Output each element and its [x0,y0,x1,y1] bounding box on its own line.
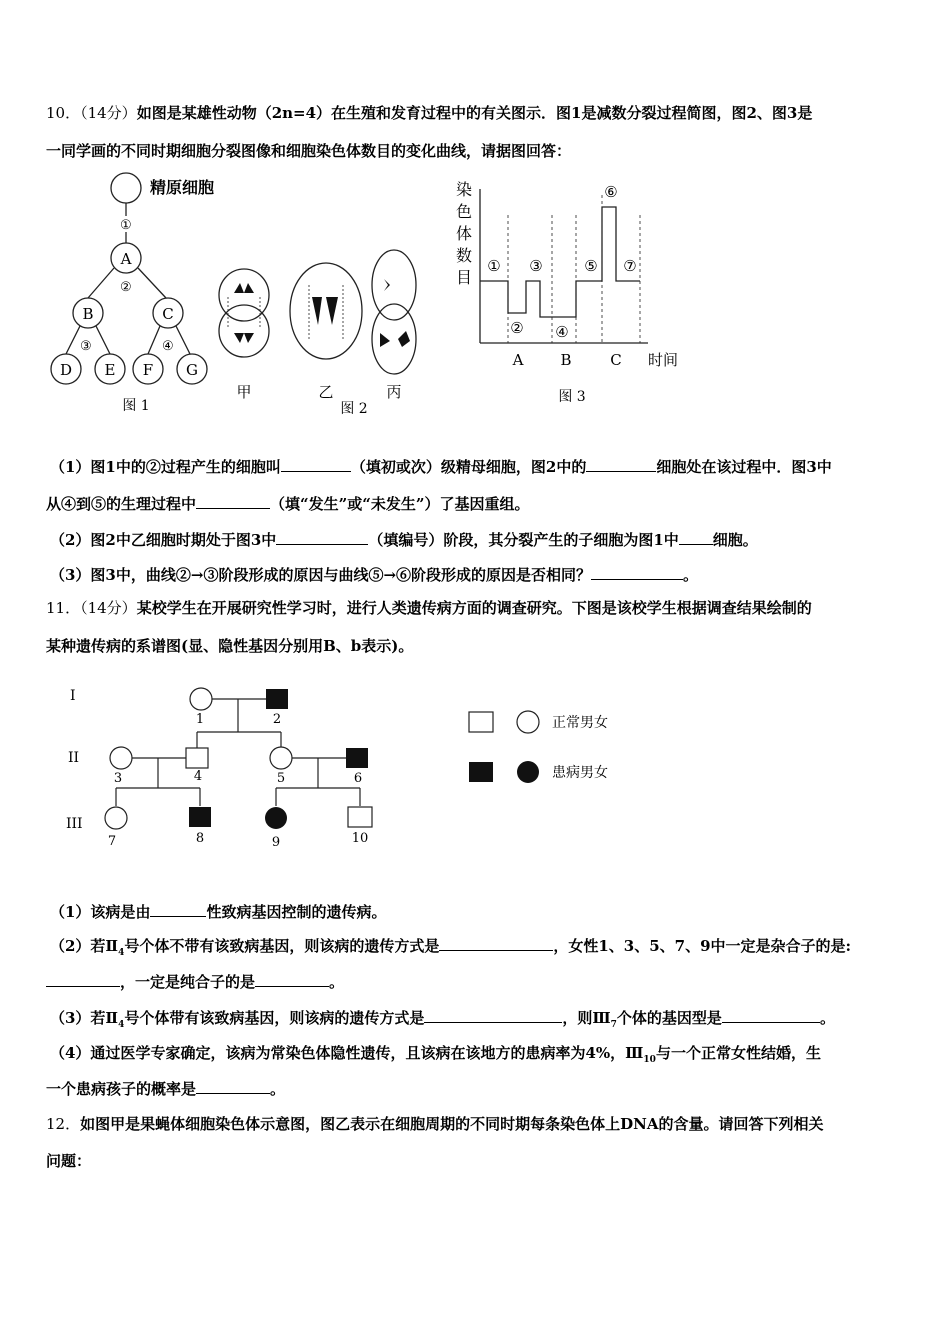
fig1-node-b: B [82,305,94,323]
legend-affected-label: 患病男女 [552,765,608,781]
q12-intro-line1: 12．如图甲是果蝇体细胞染色体示意图，图乙表示在细胞周期的不同时期每条染色体上DNA的含量。请回答下列相关 [46,1115,824,1133]
q11-sub2-line2: ，一定是纯合子的是 。 [46,971,344,992]
q10-sub3: （3）图3中，曲线②→③阶段形成的原因与曲线⑤→⑥阶段形成的原因是否相同？ 。 [50,566,699,584]
fig1-node-d: D [59,361,73,379]
q11-sub3: （3）若$Ⅱ_4$号个体带有该致病基因，则该病的遗传方式是 ，则$Ⅲ_7$个体的基因型是 。 [50,1009,835,1030]
q11-sub1: （1）该病是由 性致病基因控制的遗传病。 [50,903,387,921]
individual-6-affected-male [346,748,368,768]
figure-1-meiosis-tree [44,170,224,420]
individual-5-normal-female [270,747,292,769]
spermatogonium-cell [111,173,141,203]
fig1-node-a: A [120,250,132,268]
individual-4-normal-male [186,748,208,768]
fig3-stage-2: ② [510,319,524,337]
q11-intro-line2: 某种遗传病的系谱图(显、隐性基因分别用B、b表示)。 [46,637,414,655]
q11-sub4-line1: （4）通过医学专家确定，该病为常染色体隐性遗传，且该病在该地方的患病率为4%，$Ⅲ_{10}$与一个正常女性结婚，生 [50,1044,821,1065]
id-6: 6 [353,771,363,786]
legend-normal-female [517,711,539,733]
q10-intro-line1: 10．（14分）如图是某雄性动物（2n=4）在生殖和发育过程中的有关图示．图1是减数分裂过程简图，图2、图3是 [46,104,813,122]
answer-blank[interactable] [281,457,351,472]
fig3-xtick-b: B [560,351,572,369]
generation-iii: III [66,816,83,832]
answer-blank[interactable] [722,1008,820,1023]
answer-blank[interactable] [196,1079,270,1094]
fig2-caption: 图 2 [340,401,368,417]
individual-1-normal-female [190,688,212,710]
fig3-ylabel: 染色体数目 [456,180,473,287]
individual-9-affected-female [265,807,287,829]
q10-intro-line2: 一同学画的不同时期细胞分裂图像和细胞染色体数目的变化曲线，请据图回答： [46,142,572,160]
individual-3-normal-female [110,747,132,769]
fig2-cell-bing: 丙 [386,383,402,401]
fig2-cell-yi: 乙 [318,383,334,401]
answer-blank[interactable] [255,972,329,987]
fig3-stage-3: ③ [529,257,543,275]
legend-normal-male [469,712,493,732]
id-3: 3 [113,771,123,786]
answer-blank[interactable] [424,1008,562,1023]
answer-blank[interactable] [439,936,553,951]
fig3-stage-1: ① [487,257,501,275]
fig1-node-g: G [186,361,198,379]
fig3-stage-6: ⑥ [604,183,618,201]
fig3-caption: 图 3 [558,389,586,405]
answer-blank[interactable] [679,530,713,545]
fig3-xtick-c: C [610,351,622,369]
q11-sub2-line1: （2）若$Ⅱ_4$号个体不带有该致病基因，则该病的遗传方式是 ，女性1、3、5、7、9中一定是杂合子的是: [50,937,852,958]
fig1-step-2: ② [120,280,132,295]
id-10: 10 [351,831,369,846]
answer-blank[interactable] [586,457,656,472]
id-2: 2 [272,712,282,727]
fig1-step-3: ③ [80,339,92,354]
individual-7-normal-female [105,807,127,829]
answer-blank[interactable] [46,972,120,987]
id-8: 8 [195,831,205,846]
q11-sub4-line2: 一个患病孩子的概率是 。 [46,1080,286,1098]
individual-10-normal-male [348,807,372,827]
q10-sub1-line2: 从④到⑤的生理过程中 （填“发生”或“未发生”）了基因重组。 [46,495,530,513]
legend-normal-label: 正常男女 [552,715,608,731]
q12-intro-line2: 问题： [46,1152,92,1170]
answer-blank[interactable] [150,902,206,917]
individual-2-affected-male [266,689,288,709]
figure-3-chromosome-curve [452,175,692,415]
id-4: 4 [193,769,203,784]
legend-affected-male [469,762,493,782]
generation-ii: II [68,750,80,766]
fig1-node-f: F [142,361,154,379]
fig1-node-c: C [162,305,174,323]
q10-sub1-line1: （1）图1中的②过程产生的细胞叫 （填初或次）级精母细胞，图2中的 细胞处在该过程中．图3中 [50,458,832,476]
id-7: 7 [107,834,117,849]
fig3-stage-4: ④ [555,323,569,341]
fig1-node-e: E [104,361,116,379]
q11-intro-line1: 11．（14分）某校学生在开展研究性学习时，进行人类遗传病方面的调查研究。下图是该校学生根据调查结果绘制的 [46,599,812,617]
legend-affected-female [517,761,539,783]
figure-2-cell-images [214,235,444,420]
fig3-xtick-a: A [512,351,524,369]
q10-sub2: （2）图2中乙细胞时期处于图3中 （填编号）阶段，其分裂产生的子细胞为图1中 细胞。 [50,531,758,549]
fig2-cell-jia: 甲 [236,383,252,401]
id-5: 5 [276,771,286,786]
fig1-step-4: ④ [162,339,174,354]
answer-blank[interactable] [591,565,683,580]
pedigree-chart [60,680,640,855]
generation-i: I [70,688,76,704]
id-1: 1 [195,712,205,727]
fig1-top-label: 精原细胞 [150,178,215,197]
fig3-stage-7: ⑦ [623,257,637,275]
individual-8-affected-male [189,807,211,827]
fig3-stage-5: ⑤ [584,257,598,275]
fig1-step-1: ① [120,218,132,233]
answer-blank[interactable] [276,530,368,545]
fig1-caption: 图 1 [122,398,150,414]
fig3-xlabel: 时间 [648,351,679,369]
answer-blank[interactable] [196,494,270,509]
id-9: 9 [271,835,281,850]
